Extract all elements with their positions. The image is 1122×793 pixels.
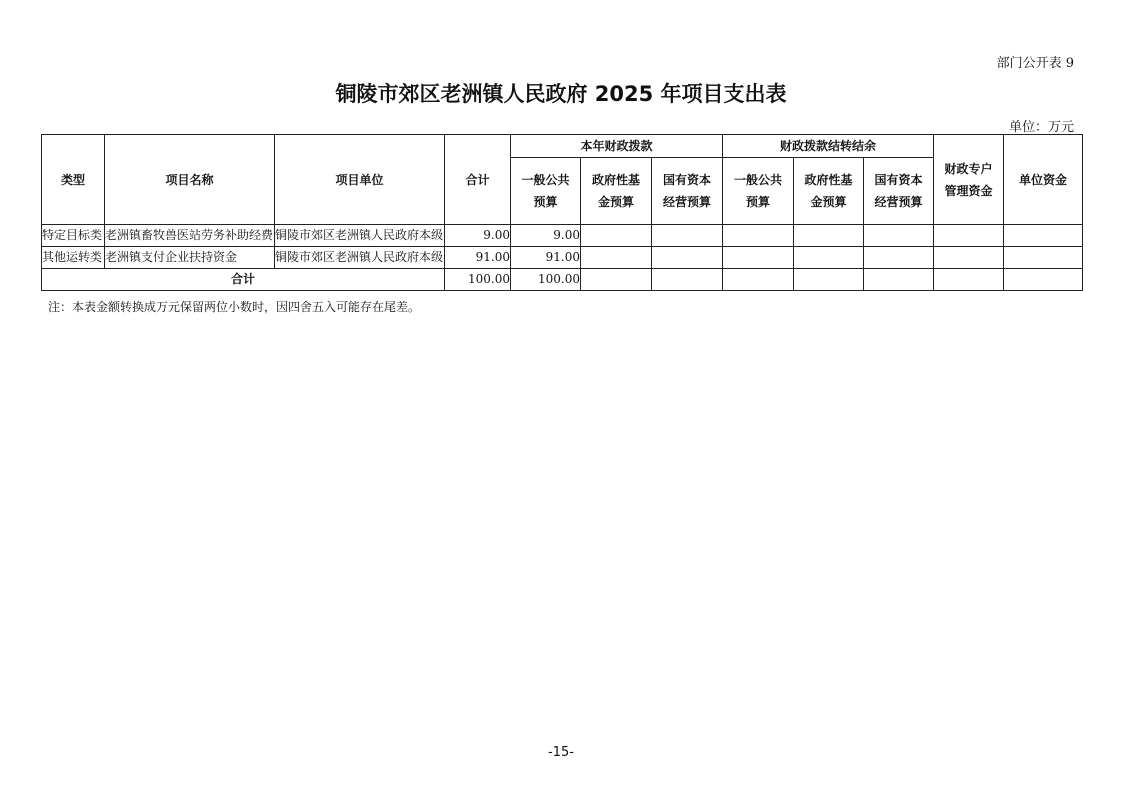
cell-general-budget: 91.00	[511, 247, 581, 269]
cell-empty	[723, 247, 794, 269]
cell-total: 9.00	[445, 225, 511, 247]
table-row	[42, 225, 1083, 247]
header-gov-fund-budget: 政府性基 金预算	[581, 158, 652, 225]
cell-project-name: 老洲镇支付企业扶持资金	[105, 247, 275, 269]
cell-type: 特定目标类	[42, 225, 105, 247]
cell-type: 其他运转类	[42, 247, 105, 269]
cell-empty	[794, 269, 864, 291]
page-label: 部门公开表 9	[996, 56, 1074, 71]
project-expenditure-table	[41, 134, 1083, 291]
cell-empty	[864, 269, 934, 291]
cell-empty	[652, 225, 723, 247]
cell-empty	[794, 247, 864, 269]
header-general-budget: 一般公共 预算	[511, 158, 581, 225]
sum-label: 合计	[42, 269, 445, 291]
cell-empty	[864, 247, 934, 269]
cell-empty	[723, 225, 794, 247]
page-number: -15-	[548, 745, 574, 760]
header-special-account: 财政专户 管理资金	[934, 135, 1004, 225]
header-state-capital-budget: 国有资本 经营预算	[652, 158, 723, 225]
page-title: 铜陵市郊区老洲镇人民政府 2025 年项目支出表	[335, 82, 787, 106]
cell-empty	[864, 225, 934, 247]
cell-empty	[581, 269, 652, 291]
header-total: 合计	[445, 135, 511, 225]
cell-empty	[581, 225, 652, 247]
header-type: 类型	[42, 135, 105, 225]
header-carry-gov-fund-budget: 政府性基 金预算	[794, 158, 864, 225]
cell-empty	[723, 269, 794, 291]
cell-empty	[794, 225, 864, 247]
sum-total: 100.00	[445, 269, 511, 291]
cell-project-org: 铜陵市郊区老洲镇人民政府本级	[275, 225, 445, 247]
header-carry-state-capital-budget: 国有资本 经营预算	[864, 158, 934, 225]
cell-project-org: 铜陵市郊区老洲镇人民政府本级	[275, 247, 445, 269]
cell-empty	[934, 269, 1004, 291]
cell-empty	[1004, 247, 1083, 269]
cell-empty	[652, 247, 723, 269]
header-project-org: 项目单位	[275, 135, 445, 225]
footnote: 注：本表金额转换成万元保留两位小数时，因四舍五入可能存在尾差。	[48, 300, 421, 314]
header-group-current-appropriation: 本年财政拨款	[511, 135, 723, 158]
unit-label: 单位：万元	[1008, 120, 1074, 135]
cell-empty	[652, 269, 723, 291]
header-unit-fund: 单位资金	[1004, 135, 1083, 225]
cell-empty	[934, 225, 1004, 247]
cell-empty	[1004, 269, 1083, 291]
header-project-name: 项目名称	[105, 135, 275, 225]
cell-total: 91.00	[445, 247, 511, 269]
header-group-carryover: 财政拨款结转结余	[723, 135, 934, 158]
header-row-1	[42, 135, 1083, 158]
header-carry-general-budget: 一般公共 预算	[723, 158, 794, 225]
cell-project-name: 老洲镇畜牧兽医站劳务补助经费	[105, 225, 275, 247]
cell-general-budget: 9.00	[511, 225, 581, 247]
cell-empty	[1004, 225, 1083, 247]
cell-empty	[934, 247, 1004, 269]
sum-general-budget: 100.00	[511, 269, 581, 291]
table-row	[42, 247, 1083, 269]
cell-empty	[581, 247, 652, 269]
sum-row	[42, 269, 1083, 291]
